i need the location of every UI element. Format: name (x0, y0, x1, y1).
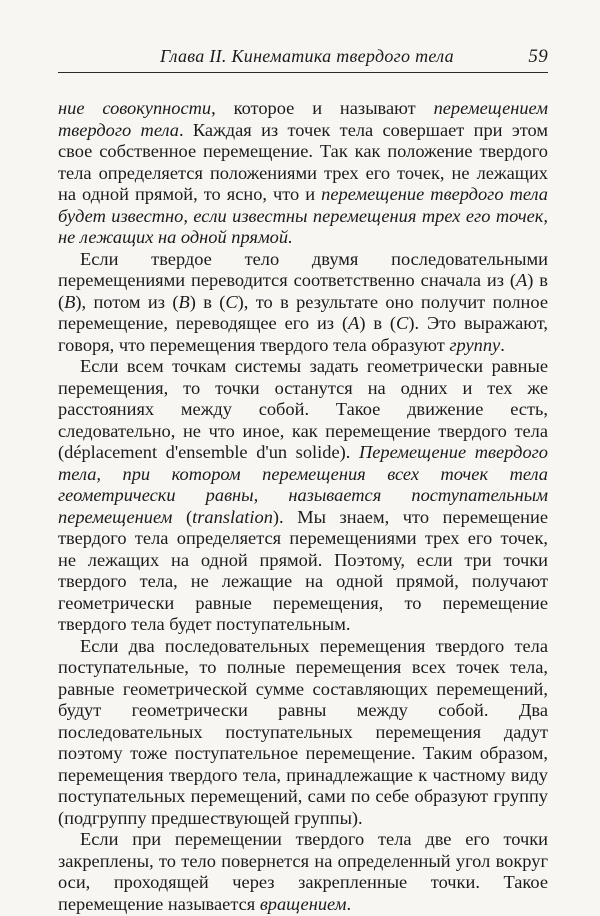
text-run: ) в ( (359, 313, 397, 333)
text-run: ), потом из ( (75, 291, 179, 312)
text-run: Если при перемещении твердого тела две его точки закреплены, то тело повернется на определенный угол вокруг оси, проходящей через закрепленные точки. Такое перемещение называется (58, 829, 548, 914)
italic-run: A (348, 313, 360, 333)
italic-run: перемещение твердого тела будет известно, если известны перемещения трех его точек, не лежащих на одной прямой. (58, 184, 548, 247)
italic-run: вращением (259, 893, 347, 914)
paragraph-1 (58, 98, 548, 249)
text-run: . (346, 893, 352, 914)
paragraph-4 (58, 636, 548, 830)
italic-run: Перемещение твердого тела, при котором перемещения всех точек тела геометрически равны, называется поступательным перемещением (58, 442, 549, 527)
text-run: Если два последовательных перемещения твердого тела поступательные, то полные перемещения всех точек тела, равные геометрической сумме составляющих перемещений, будут геометрически равны между собой. Два последовательных поступательных перемещения дадут поэтому тоже поступательное перемещение. Таким образом, перемещения твердого тела, принадлежащие к частному виду поступательных перемещений, сами по себе образуют группу (подгруппу предшествующей группы). (58, 635, 548, 828)
text-run: ). Мы знаем, что перемещение твердого тела определяется перемещениями трех его точек, не лежащих на одной прямой. Поэтому, если три точки твердого тела, не лежащие на одной прямой, получают геометрически равные перемещения, то перемещение твердого тела будет поступательным. (58, 506, 548, 634)
italic-run: B (178, 291, 190, 312)
page-number: 59 (528, 46, 548, 67)
italic-run: перемещением твердого тела (58, 98, 548, 140)
paragraph-5 (58, 829, 548, 915)
italic-run: группу (449, 334, 501, 355)
text-run: Если всем точкам системы задать геометрически равные перемещения, то точки останутся на одних и тех же расстояниях между собой. Такое движение есть, следовательно, не что иное, как перемещение твердого тела (déplacement d'ensemble d'un solide). (58, 356, 548, 462)
text-run: . Каждая из точек тела совершает при этом свое собственное перемещение. Так как положение твердого тела определяется положениями трех его точек, не лежащих на одной прямой, то ясно, что и (58, 119, 548, 204)
italic-run: translation (192, 506, 273, 527)
italic-run: C (396, 313, 409, 333)
text-run: ), то в результате оно получит полное перемещение, переводящее его из ( (58, 291, 548, 333)
italic-run: A (516, 270, 528, 290)
paragraph-2 (58, 249, 548, 357)
chapter-title: Глава II. Кинематика твердого тела (160, 46, 454, 66)
running-head (58, 46, 548, 73)
text-run: ). Это выражают, говоря, что перемещения твердого тела образуют (58, 313, 548, 355)
text-run: . (500, 334, 505, 355)
text-run: ( (172, 506, 193, 527)
italic-run: ние совокупности (58, 98, 212, 118)
text-run: Если твердое тело двумя последовательными перемещениями переводится соответственно сначала из ( (58, 248, 548, 290)
text-run: ) в ( (189, 291, 226, 312)
text-run: , которое и называют (211, 98, 434, 118)
body-text (58, 98, 548, 915)
text-run: ) в ( (58, 270, 548, 312)
italic-run: B (64, 291, 76, 312)
italic-run: C (225, 291, 238, 312)
paragraph-3 (58, 356, 548, 636)
